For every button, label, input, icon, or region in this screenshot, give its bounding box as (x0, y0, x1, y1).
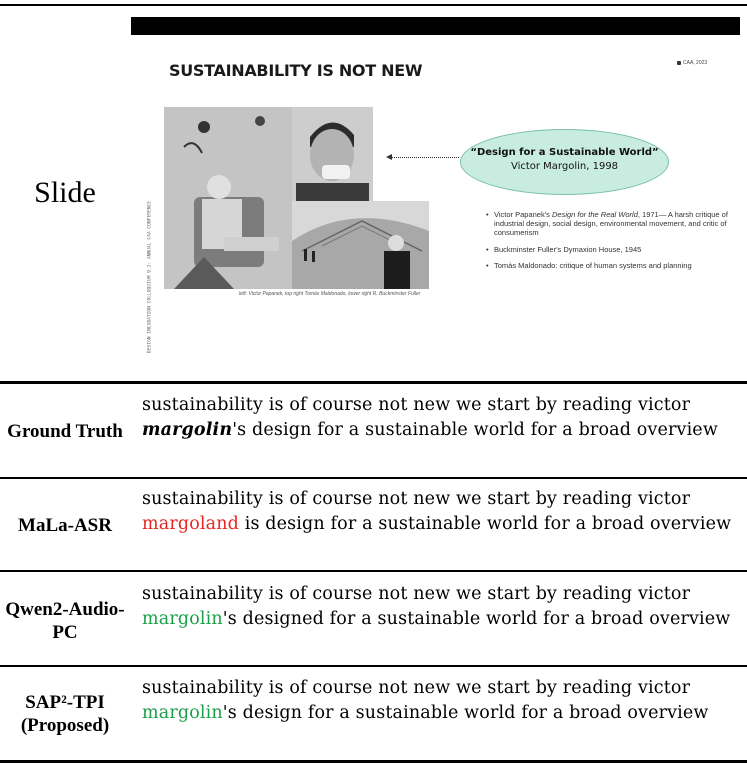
slide-header-bar (131, 17, 740, 35)
transcript-ground-truth: sustainability is of course not new we start by reading victor margolin's design for a sustainable world for a broad overview (142, 395, 718, 440)
transcript-qwen2-audio-pc: sustainability is of course not new we start by reading victor margolin's designed for a sustainable world for a broad overview (142, 584, 731, 629)
bullet-item: • Tomás Maldonado: critique of human systems and planning (486, 261, 736, 270)
table-bottom-rule (0, 760, 747, 763)
photo-papanek (164, 107, 292, 289)
logo-icon (677, 61, 681, 65)
row-label-mala-asr: MaLa-ASR (18, 514, 112, 536)
table-row-rule (0, 570, 747, 572)
table-mid-rule (0, 381, 747, 384)
slide-row-label: Slide (34, 176, 96, 209)
photo-maldonado (292, 107, 373, 201)
bullet-item: • Buckminster Fuller's Dymaxion House, 1945 (486, 245, 736, 254)
slide-corner-label: CAA, 2023 (677, 60, 707, 66)
table-row-rule (0, 665, 747, 667)
photo-caption: left: Victor Papanek, top right Tomás Maldonado, lower right R. Buckminster Fuller (239, 291, 421, 297)
highlight-term: margolin (142, 420, 233, 440)
correct-term: margolin (142, 609, 223, 629)
table-top-rule (0, 4, 747, 6)
arrow-left-icon (386, 154, 392, 160)
transcript-mala-asr: sustainability is of course not new we start by reading victor margoland is design for a sustainable world for a broad overview (142, 489, 732, 534)
table-row-rule (0, 477, 747, 479)
photo-fuller (292, 201, 429, 289)
row-label-ground-truth: Ground Truth (7, 420, 123, 442)
transcript-sap2-tpi: sustainability is of course not new we start by reading victor margolin's design for a sustainable world for a broad overview (142, 678, 709, 723)
row-label-qwen2-audio-pc: Qwen2-Audio-PC (5, 599, 125, 643)
slide-vertical-text: DESIGN INCUBATION COLLOQUIUM 9.2: ANNUAL CAA CONFERENCE (147, 200, 153, 354)
quote-pointer-line (391, 157, 459, 158)
slide-image (131, 17, 740, 369)
slide-title: SUSTAINABILITY IS NOT NEW (169, 61, 423, 80)
quote-bubble (460, 129, 669, 195)
slide-bullet-list (486, 210, 736, 277)
error-term: margoland (142, 514, 239, 534)
correct-term: margolin (142, 703, 223, 723)
row-label-sap2-tpi: SAP²-TPI (Proposed) (20, 692, 110, 736)
quote-author: Victor Margolin, 1998 (510, 161, 619, 172)
quote-title: “Design for a Sustainable World” (470, 147, 659, 158)
bullet-item: • Victor Papanek's Design for the Real World, 1971— A harsh critique of industrial design, social design, environmental movement, and critic of consumerism (486, 210, 736, 238)
